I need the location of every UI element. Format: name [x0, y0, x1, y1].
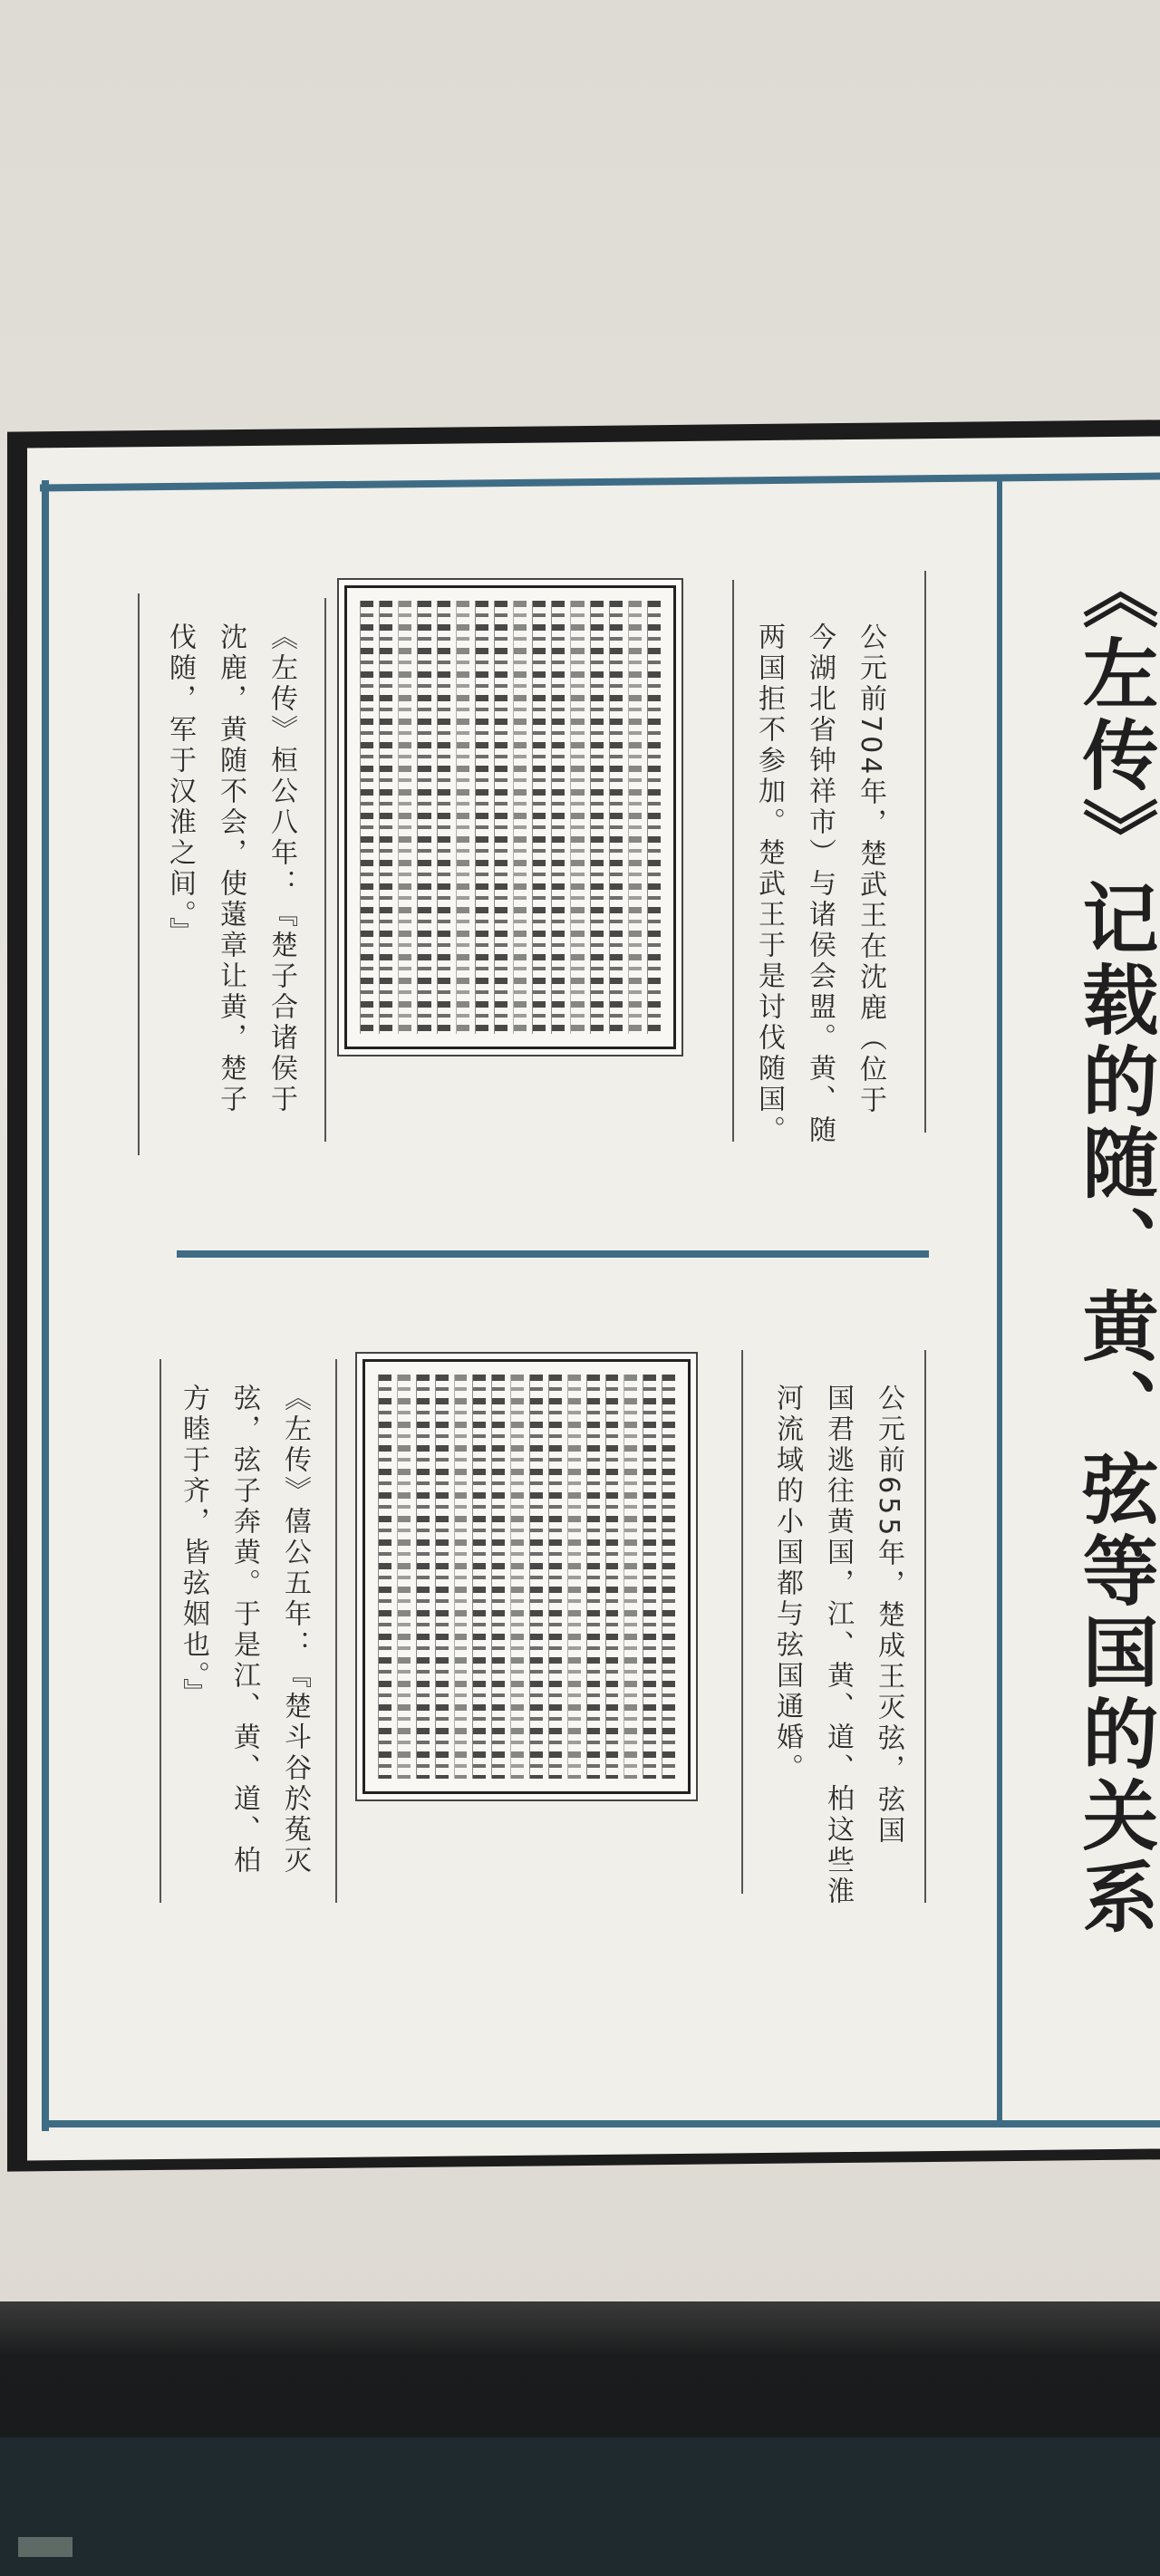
- frame-bottom-line: [42, 2120, 1160, 2127]
- frame-left-line: [42, 480, 49, 2131]
- section1-modern-text: [743, 598, 946, 1178]
- section2-line-3: 河流域的小国都与弦国通婚。: [771, 1384, 803, 1785]
- rule-2d: [160, 1359, 161, 1903]
- section1-quote: [154, 598, 357, 1160]
- section2-quote-line-2: 弦，弦子奔黄。于是江、黄、道、柏: [228, 1384, 260, 1877]
- section-divider: [177, 1250, 929, 1258]
- section1-line-2: 今湖北省钟祥市）与诸侯会盟。黄、随: [804, 622, 836, 1147]
- page-title: 《左传》记载的随、黄、弦等国的关系: [1070, 553, 1160, 1939]
- section2-modern-text: [761, 1359, 964, 1921]
- section1-quote-line-2: 沈鹿，黄随不会，使薳章让黄，楚子: [215, 622, 246, 1116]
- wall-fixture: [18, 2537, 72, 2557]
- rule-2b: [741, 1350, 743, 1894]
- ancient-book-image-2: [362, 1359, 691, 1794]
- section1-line-1: 公元前704年，楚武王在沈鹿（位于: [855, 622, 886, 1117]
- floor: [0, 2437, 1160, 2576]
- frame-title-divider: [997, 477, 1002, 2126]
- ancient-book-image-1: [344, 585, 676, 1049]
- rule-1d: [138, 593, 140, 1155]
- section2-line-1: 公元前655年，楚成王灭弦，弦国: [873, 1384, 904, 1848]
- section1-line-3: 两国拒不参加。楚武王于是讨伐随国。: [753, 622, 785, 1147]
- section2-quote-line-3: 方睦于齐，皆弦姻也。』: [178, 1384, 209, 1710]
- section1-quote-line-1: 《左传》桓公八年：『楚子合诸侯于: [266, 622, 297, 1116]
- section2-quote: [168, 1359, 371, 1921]
- rule-1b: [732, 580, 734, 1142]
- section1-quote-line-3: 伐随，军于汉淮之间。』: [164, 622, 196, 949]
- section2-quote-line-1: 《左传》僖公五年：『楚斗谷於菟灭: [279, 1384, 311, 1877]
- section2-line-2: 国君逃往黄国，江、黄、道、柏这些淮: [822, 1384, 854, 1908]
